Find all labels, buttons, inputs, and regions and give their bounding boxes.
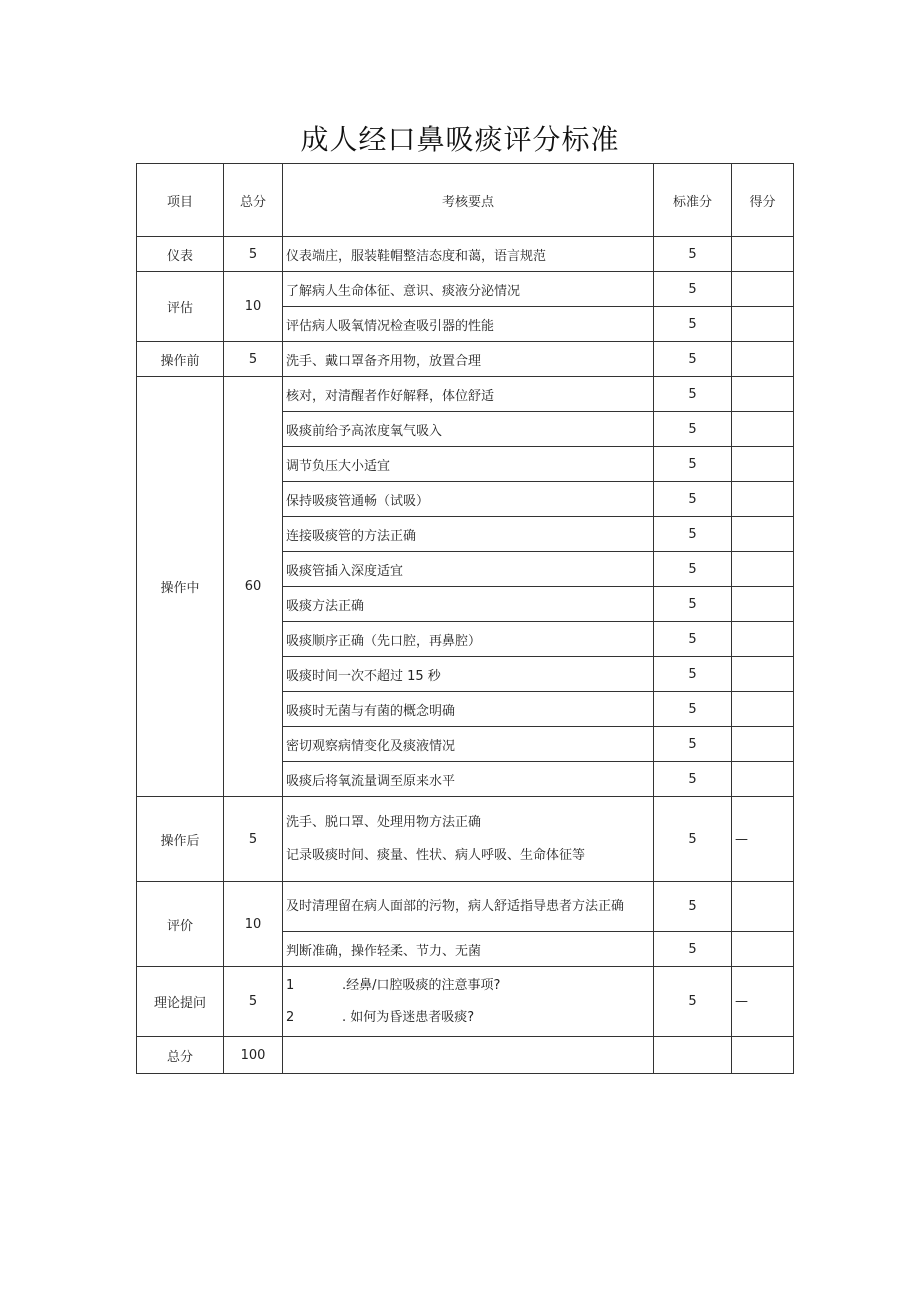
section-total: 5 bbox=[224, 967, 283, 1037]
table-row bbox=[137, 377, 794, 412]
section-name: 评价 bbox=[137, 882, 224, 967]
score-cell[interactable] bbox=[732, 272, 794, 307]
standard-score: 5 bbox=[654, 692, 732, 727]
header-standard: 标准分 bbox=[654, 164, 732, 237]
section-total: 10 bbox=[224, 272, 283, 342]
score-cell[interactable]: — bbox=[732, 797, 794, 882]
criterion-text: 吸痰方法正确 bbox=[283, 587, 654, 622]
criterion-text: 吸痰顺序正确（先口腔，再鼻腔） bbox=[283, 622, 654, 657]
score-cell[interactable] bbox=[732, 692, 794, 727]
score-cell[interactable] bbox=[732, 517, 794, 552]
score-cell[interactable] bbox=[732, 447, 794, 482]
header-points: 考核要点 bbox=[283, 164, 654, 237]
section-name: 操作中 bbox=[137, 377, 224, 797]
section-name: 操作后 bbox=[137, 797, 224, 882]
standard-score: 5 bbox=[654, 727, 732, 762]
score-cell[interactable] bbox=[732, 587, 794, 622]
header-item: 项目 bbox=[137, 164, 224, 237]
table-row bbox=[137, 967, 794, 1037]
criterion-text: 及时清理留在病人面部的污物，病人舒适指导患者方法正确 bbox=[283, 882, 654, 932]
section-name: 理论提问 bbox=[137, 967, 224, 1037]
standard-score: 5 bbox=[654, 342, 732, 377]
criterion-text: 吸痰时间一次不超过 15 秒 bbox=[283, 657, 654, 692]
standard-score: 5 bbox=[654, 237, 732, 272]
criterion-text: 吸痰管插入深度适宜 bbox=[283, 552, 654, 587]
question-number: 2 bbox=[286, 1009, 295, 1025]
section-name: 评估 bbox=[137, 272, 224, 342]
table-row bbox=[137, 237, 794, 272]
criterion-text: 核对，对清醒者作好解释，体位舒适 bbox=[283, 377, 654, 412]
criterion-text: 保持吸痰管通畅（试吸） bbox=[283, 482, 654, 517]
score-cell[interactable] bbox=[732, 412, 794, 447]
score-cell[interactable] bbox=[732, 727, 794, 762]
score-cell[interactable] bbox=[732, 622, 794, 657]
section-total: 5 bbox=[224, 237, 283, 272]
standard-score: 5 bbox=[654, 307, 732, 342]
criterion-text: 评估病人吸氧情况检查吸引器的性能 bbox=[283, 307, 654, 342]
score-cell[interactable] bbox=[732, 377, 794, 412]
standard-score: 5 bbox=[654, 797, 732, 882]
summary-points-cell bbox=[283, 1037, 654, 1074]
standard-score: 5 bbox=[654, 762, 732, 797]
criterion-line: 记录吸痰时间、痰量、性状、病人呼吸、生命体征等 bbox=[286, 848, 586, 863]
score-cell[interactable] bbox=[732, 882, 794, 932]
criterion-line: 洗手、脱口罩、处理用物方法正确 bbox=[286, 815, 482, 830]
section-name: 仪表 bbox=[137, 237, 224, 272]
page-title: 成人经口鼻吸痰评分标准 bbox=[300, 123, 620, 156]
score-cell[interactable] bbox=[732, 342, 794, 377]
criterion-text: 判断准确，操作轻柔、节力、无菌 bbox=[283, 932, 654, 967]
criterion-text: 了解病人生命体征、意识、痰液分泌情况 bbox=[283, 272, 654, 307]
question-item bbox=[286, 1002, 650, 1034]
question-text: .经鼻/口腔吸痰的注意事项? bbox=[342, 977, 501, 993]
score-cell[interactable]: — bbox=[732, 967, 794, 1037]
score-cell[interactable] bbox=[732, 307, 794, 342]
summary-standard-cell bbox=[654, 1037, 732, 1074]
table-row bbox=[137, 272, 794, 307]
question-text: . 如何为昏迷患者吸痰? bbox=[342, 1009, 475, 1025]
standard-score: 5 bbox=[654, 272, 732, 307]
summary-label: 总分 bbox=[137, 1037, 224, 1074]
section-total: 5 bbox=[224, 342, 283, 377]
standard-score: 5 bbox=[654, 377, 732, 412]
standard-score: 5 bbox=[654, 967, 732, 1037]
standard-score: 5 bbox=[654, 412, 732, 447]
question-item bbox=[286, 970, 650, 1002]
table-row bbox=[137, 797, 794, 882]
standard-score: 5 bbox=[654, 932, 732, 967]
standard-score: 5 bbox=[654, 552, 732, 587]
section-total: 60 bbox=[224, 377, 283, 797]
standard-score: 5 bbox=[654, 882, 732, 932]
standard-score: 5 bbox=[654, 622, 732, 657]
question-list bbox=[283, 967, 654, 1037]
standard-score: 5 bbox=[654, 657, 732, 692]
summary-total: 100 bbox=[224, 1037, 283, 1074]
summary-row bbox=[137, 1037, 794, 1074]
standard-score: 5 bbox=[654, 482, 732, 517]
header-total: 总分 bbox=[224, 164, 283, 237]
criterion-text: 吸痰后将氧流量调至原来水平 bbox=[283, 762, 654, 797]
table-row bbox=[137, 342, 794, 377]
criterion-text: 洗手、戴口罩备齐用物，放置合理 bbox=[283, 342, 654, 377]
score-cell[interactable] bbox=[732, 552, 794, 587]
criterion-text: 调节负压大小适宜 bbox=[283, 447, 654, 482]
section-total: 10 bbox=[224, 882, 283, 967]
criterion-text: 连接吸痰管的方法正确 bbox=[283, 517, 654, 552]
criterion-text: 密切观察病情变化及痰液情况 bbox=[283, 727, 654, 762]
score-table bbox=[136, 163, 794, 1074]
summary-score-cell[interactable] bbox=[732, 1037, 794, 1074]
header-row bbox=[137, 164, 794, 237]
score-cell[interactable] bbox=[732, 482, 794, 517]
criterion-text: 吸痰前给予高浓度氧气吸入 bbox=[283, 412, 654, 447]
criterion-text: 仪表端庄，服装鞋帽整洁态度和蔼，语言规范 bbox=[283, 237, 654, 272]
score-cell[interactable] bbox=[732, 932, 794, 967]
standard-score: 5 bbox=[654, 447, 732, 482]
standard-score: 5 bbox=[654, 587, 732, 622]
criterion-text: 吸痰时无菌与有菌的概念明确 bbox=[283, 692, 654, 727]
score-cell[interactable] bbox=[732, 237, 794, 272]
header-score: 得分 bbox=[732, 164, 794, 237]
criterion-text bbox=[283, 797, 654, 882]
table-row bbox=[137, 882, 794, 932]
section-name: 操作前 bbox=[137, 342, 224, 377]
question-number: 1 bbox=[286, 977, 295, 993]
score-cell[interactable] bbox=[732, 657, 794, 692]
section-total: 5 bbox=[224, 797, 283, 882]
score-cell[interactable] bbox=[732, 762, 794, 797]
standard-score: 5 bbox=[654, 517, 732, 552]
